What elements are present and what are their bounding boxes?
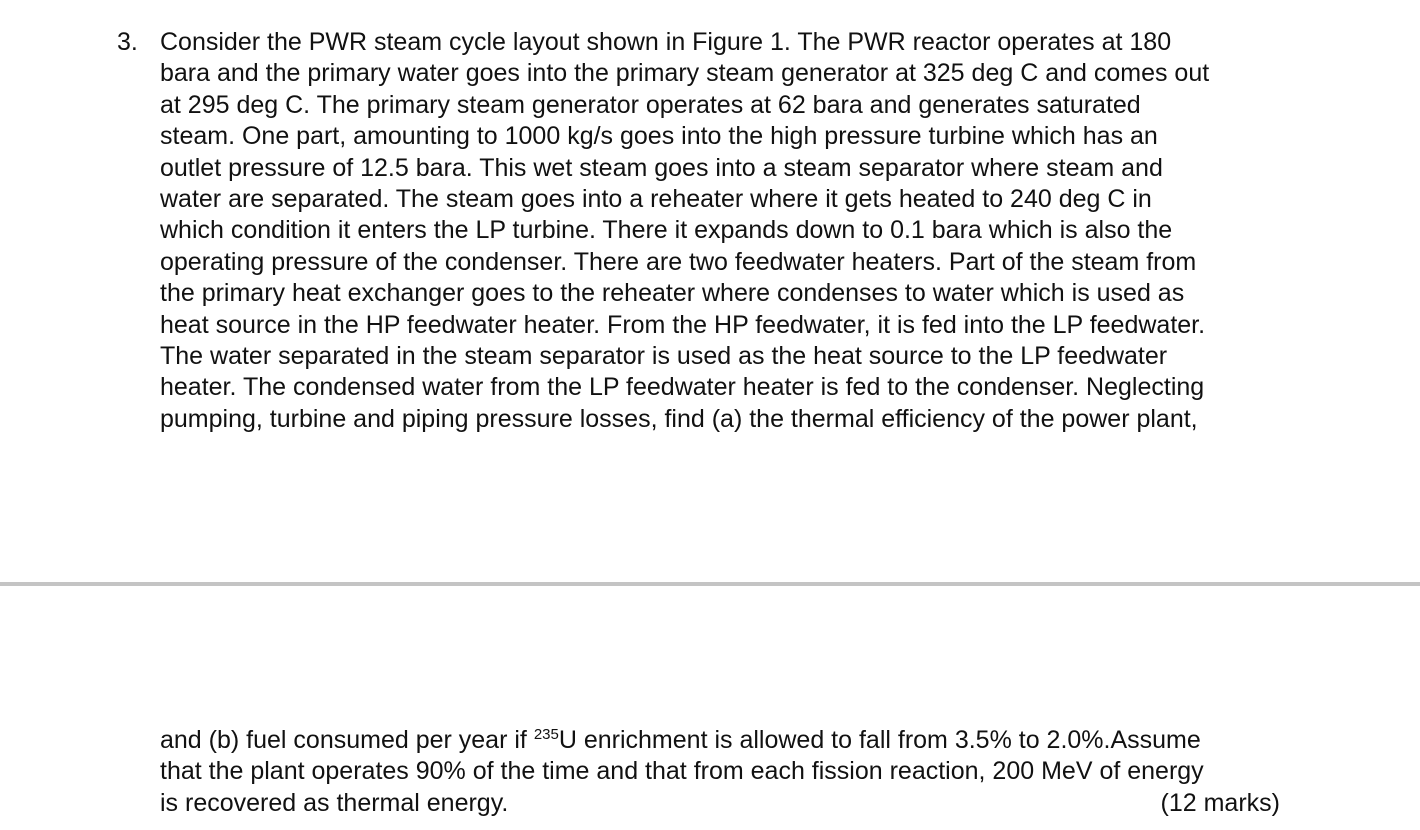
text-line: Consider the PWR steam cycle layout shown in Figure 1. The PWR reactor operates at 180 [160,28,1172,56]
question-text-part-2 [160,725,1280,819]
text-line: steam. One part, amounting to 1000 kg/s goes into the high pressure turbine which has an [160,122,1158,151]
text-line: at 295 deg C. The primary steam generator operates at 62 bara and generates saturated [160,90,1141,119]
text-line: outlet pressure of 12.5 bara. This wet steam goes into a steam separator where steam and [160,153,1163,182]
text-line: which condition it enters the LP turbine. There it expands down to 0.1 bara which is also the [160,216,1173,245]
text-line: operating pressure of the condenser. There are two feedwater heaters. Part of the steam from [160,247,1197,276]
text-line: heat source in the HP feedwater heater. From the HP feedwater, it is fed into the LP feedwater. [160,310,1206,339]
text-line: the primary heat exchanger goes to the reheater where condenses to water which is used as [160,279,1185,308]
text-line [160,788,1280,819]
text-line: pumping, turbine and piping pressure losses, find (a) the thermal efficiency of the power plant, [160,404,1198,433]
page-break-divider [0,582,1420,586]
text-line: bara and the primary water goes into the primary steam generator at 325 deg C and comes out [160,59,1210,88]
text-fragment: is recovered as thermal energy. [160,788,509,817]
question-text-part-1 [160,27,1209,435]
marks-label: (12 marks) [1160,788,1280,817]
text-line [160,725,1280,756]
text-line: that the plant operates 90% of the time and that from each fission reaction, 200 MeV of energy [160,757,1204,786]
question-number: 3. [117,28,138,56]
isotope-superscript: 235 [533,726,559,743]
text-line: water are separated. The steam goes into a reheater where it gets heated to 240 deg C in [160,184,1152,213]
text-fragment: and (b) fuel consumed per year if [160,726,534,754]
text-line: The water separated in the steam separator is used as the heat source to the LP feedwater [160,341,1168,370]
text-line: heater. The condensed water from the LP feedwater heater is fed to the condenser. Neglecting [160,373,1205,402]
text-fragment: U enrichment is allowed to fall from 3.5% to 2.0%.Assume [558,726,1201,754]
